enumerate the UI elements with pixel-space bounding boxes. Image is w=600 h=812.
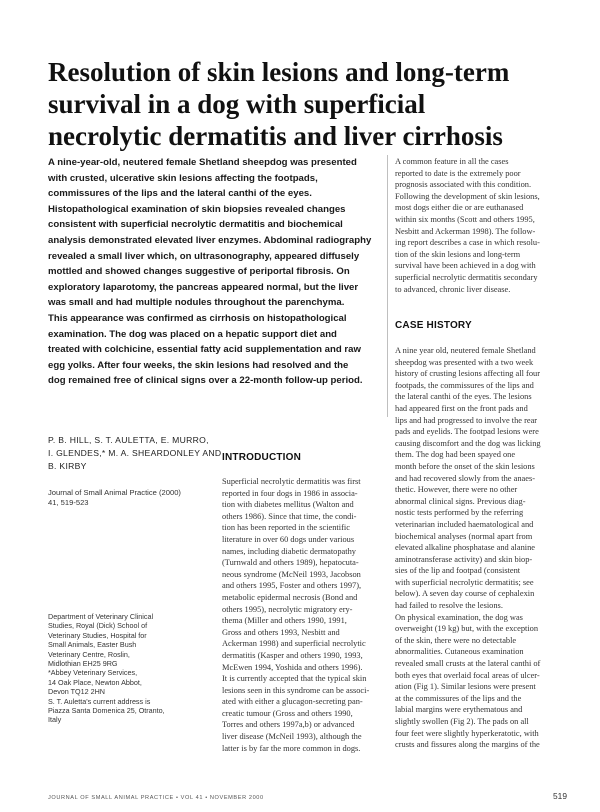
- text-line: revealed small crusts at the lateral canthi of: [395, 659, 541, 669]
- text-line: month before the onset of the skin lesions: [395, 461, 535, 471]
- text-line: names, including diabetic dermatopathy: [222, 546, 356, 556]
- text-line: survival have been achieved in a dog with: [395, 261, 536, 271]
- text-line: them. The dog had been spayed one: [395, 450, 516, 460]
- text-line: Ackerman 1998) and superficial necrolytic: [222, 639, 366, 649]
- affiliation-line: Devon TQ12 2HN: [48, 687, 105, 697]
- text-line: others 1995), necrolytic migratory ery-: [222, 604, 353, 614]
- text-line: lips and had progressed to involve the rear: [395, 415, 538, 425]
- journal-citation: [48, 488, 198, 507]
- text-line: crusts and fissures along the margins of the: [395, 740, 540, 750]
- text-line: elevated alkaline phosphatase and alanine: [395, 543, 535, 553]
- text-line: latter is by far the more common in dogs.: [222, 743, 361, 753]
- text-line: tion has been reported in the scientific: [222, 523, 350, 533]
- affiliation-line: 14 Oak Place, Newton Abbot,: [48, 677, 142, 687]
- abstract-line: examination. The dog was placed on a hepatic support diet and: [48, 328, 337, 340]
- affiliation-line: Veterinary Centre, Roslin,: [48, 649, 130, 659]
- abstract-line: Histopathological examination of skin biopsies revealed changes: [48, 203, 346, 215]
- text-line: to advanced, chronic liver disease.: [395, 284, 511, 294]
- text-line: of the skin, there were no detectable: [395, 635, 517, 645]
- page-number: 519: [553, 791, 567, 801]
- author-line: P. B. HILL, S. T. AULETTA, E. MURRO,: [48, 435, 209, 445]
- abstract-line: mottled and showed changes suggestive of periportal fibrosis. On: [48, 266, 350, 278]
- text-line: metabolic epidermal necrosis (Bond and: [222, 592, 358, 602]
- text-line: Nesbitt and Ackerman 1998). The follow-: [395, 226, 536, 236]
- text-line: and had recovered slowly from the anaes-: [395, 473, 535, 483]
- column-divider: [387, 155, 388, 417]
- text-line: tion with diabetes mellitus (Walton and: [222, 500, 354, 510]
- text-line: and others 1995, Foster and others 1997),: [222, 581, 362, 591]
- text-line: history of crusting lesions affecting all four: [395, 369, 540, 379]
- text-line: (Turnwald and others 1989), hepatocuta-: [222, 558, 359, 568]
- article-title: [48, 56, 568, 152]
- text-line: creatic tumour (Gross and others 1990,: [222, 708, 353, 718]
- text-line: within six months (Scott and others 1995,: [395, 214, 535, 224]
- text-line: slightly swollen (Fig 2). The pads on all: [395, 717, 529, 726]
- text-line: dermatitis (Kasper and others 1990, 1993,: [222, 650, 363, 660]
- text-line: thema (Miller and others 1990, 1991,: [222, 616, 347, 626]
- citation-line: 41, 519-523: [48, 497, 89, 507]
- abstract-line: egg yolks. After four weeks, the skin lesions had resolved and the: [48, 359, 349, 371]
- abstract-line: was small and had multiple nodules throughout the parenchyma.: [48, 297, 345, 309]
- text-line: overweight (19 kg) but, with the exception: [395, 624, 539, 634]
- affiliation-line: Studies, Royal (Dick) School of: [48, 621, 148, 631]
- affiliation-line: Piazza Santa Domenica 25, Otranto,: [48, 706, 165, 716]
- text-line: literature in over 60 dogs under various: [222, 534, 355, 544]
- text-line: On physical examination, the dog was: [395, 612, 523, 622]
- text-line: most dogs either die or are euthanased: [395, 203, 524, 213]
- abstract-line: analysis demonstrated elevated liver enzymes. Abdominal radiography: [48, 234, 372, 246]
- text-line: thetic. However, there were no other: [395, 485, 518, 495]
- text-line: at the commissures of the lips and the: [395, 693, 522, 703]
- text-line: the lateral canthi of the eyes. The lesions: [395, 392, 532, 402]
- text-line: Gross and others 1993, Nesbitt and: [222, 627, 340, 637]
- text-line: reported to date is the extremely poor: [395, 168, 521, 178]
- abstract-line: exploratory laparotomy, the pancreas appeared normal, but the liver: [48, 281, 359, 293]
- authors: [48, 434, 222, 473]
- author-affiliations: [48, 612, 198, 725]
- text-line: nostic tests performed by the referring: [395, 508, 524, 518]
- introduction-text: [222, 476, 384, 754]
- abstract-line: A nine-year-old, neutered female Shetland sheepdog was presented: [48, 157, 357, 168]
- text-line: others 1986). Since that time, the condi-: [222, 511, 357, 521]
- case-history-text: [395, 345, 575, 751]
- affiliation-line: Italy: [48, 715, 62, 725]
- affiliation-line: *Abbey Veterinary Services,: [48, 668, 138, 678]
- text-line: sies of the lip and footpad (consistent: [395, 566, 521, 576]
- text-line: prognosis associated with this condition.: [395, 180, 532, 190]
- text-line: ated with either a glucagon-secreting pan-: [222, 697, 363, 707]
- text-line: McEwen 1994, Yoshida and others 1996).: [222, 662, 363, 672]
- text-line: lesions seen in this syndrome can be associ-: [222, 685, 370, 695]
- introduction-heading: INTRODUCTION: [222, 452, 302, 463]
- text-line: Following the development of skin lesions,: [395, 191, 540, 201]
- affiliation-line: Department of Veterinary Clinical: [48, 612, 154, 621]
- title-line: necrolytic dermatitis and liver cirrhosis: [48, 121, 503, 151]
- abstract-line: dog remained free of clinical signs over a 22-month follow-up period.: [48, 375, 363, 387]
- text-line: liver disease (McNeil 1993), although the: [222, 732, 362, 742]
- text-line: footpads, the commissures of the lips and: [395, 380, 534, 390]
- text-line: abnormal clinical signs. Previous diag-: [395, 496, 526, 506]
- author-line: I. GLENDES,* M. A. SHEARDONLEY AND: [48, 448, 222, 458]
- text-line: neous syndrome (McNeil 1993, Jacobson: [222, 569, 361, 579]
- text-line: sheepdog was presented with a two week: [395, 357, 534, 367]
- affiliation-line: Veterinary Studies, Hospital for: [48, 630, 147, 640]
- affiliation-line: Midlothian EH25 9RG: [48, 659, 118, 669]
- abstract-line: revealed a small liver which, on ultrasonography, appeared diffusely: [48, 250, 360, 262]
- case-history-heading: CASE HISTORY: [395, 320, 472, 331]
- title-line: Resolution of skin lesions and long-term: [48, 57, 510, 87]
- text-line: ation (Fig 1). Similar lesions were present: [395, 682, 536, 692]
- text-line: labial margins were erythematous and: [395, 705, 523, 715]
- intro-continuation: [395, 156, 575, 295]
- text-line: with superficial necrolytic dermatitis; see: [395, 577, 534, 587]
- abstract: [48, 155, 378, 389]
- text-line: ing report describes a case in which resolu-: [395, 238, 540, 248]
- abstract-line: consistent with superficial necrolytic dermatitis and biochemical: [48, 219, 343, 231]
- author-line: B. KIRBY: [48, 461, 87, 471]
- text-line: Superficial necrolytic dermatitis was first: [222, 477, 361, 486]
- text-line: tion of the skin lesions and long-term: [395, 249, 521, 259]
- text-line: A common feature in all the cases: [395, 157, 509, 166]
- citation-line: Journal of Small Animal Practice (2000): [48, 488, 181, 497]
- abstract-line: commissures of the lips and the lateral canthi of the eyes.: [48, 188, 312, 200]
- text-line: both eyes that overlaid focal areas of ulcer-: [395, 670, 540, 680]
- text-line: veterinarian included haematological and: [395, 519, 534, 529]
- text-line: causing discomfort and the dog was licking: [395, 438, 541, 448]
- running-footer: JOURNAL OF SMALL ANIMAL PRACTICE • VOL 41 • NOVEMBER 2000: [48, 795, 264, 801]
- text-line: Torres and others 1997a,b) or advanced: [222, 720, 355, 730]
- text-line: had failed to resolve the lesions.: [395, 601, 503, 611]
- abstract-line: with crusted, ulcerative skin lesions affecting the footpads,: [48, 172, 318, 184]
- affiliation-line: S. T. Auletta's current address is: [48, 696, 151, 706]
- text-line: aminotransferase activity) and skin biop-: [395, 554, 533, 564]
- text-line: superficial necrolytic dermatitis secondary: [395, 272, 538, 282]
- affiliation-line: Small Animals, Easter Bush: [48, 640, 137, 650]
- text-line: A nine year old, neutered female Shetland: [395, 346, 536, 355]
- abstract-line: treated with colchicine, essential fatty acid supplementation and raw: [48, 344, 361, 356]
- text-line: pads and eyelids. The footpad lesions were: [395, 427, 539, 437]
- text-line: It is currently accepted that the typical skin: [222, 674, 367, 684]
- text-line: had appeared first on the front pads and: [395, 403, 528, 413]
- text-line: reported in four dogs in 1986 in associa-: [222, 488, 358, 498]
- abstract-line: This appearance was confirmed as cirrhosis on histopathological: [48, 312, 347, 324]
- text-line: biochemical analyses (normal apart from: [395, 531, 533, 541]
- text-line: below). A seven day course of cephalexin: [395, 589, 535, 599]
- text-line: abnormalities. Cutaneous examination: [395, 647, 524, 657]
- text-line: four feet were slightly hyperkeratotic, with: [395, 728, 539, 738]
- title-line: survival in a dog with superficial: [48, 89, 426, 119]
